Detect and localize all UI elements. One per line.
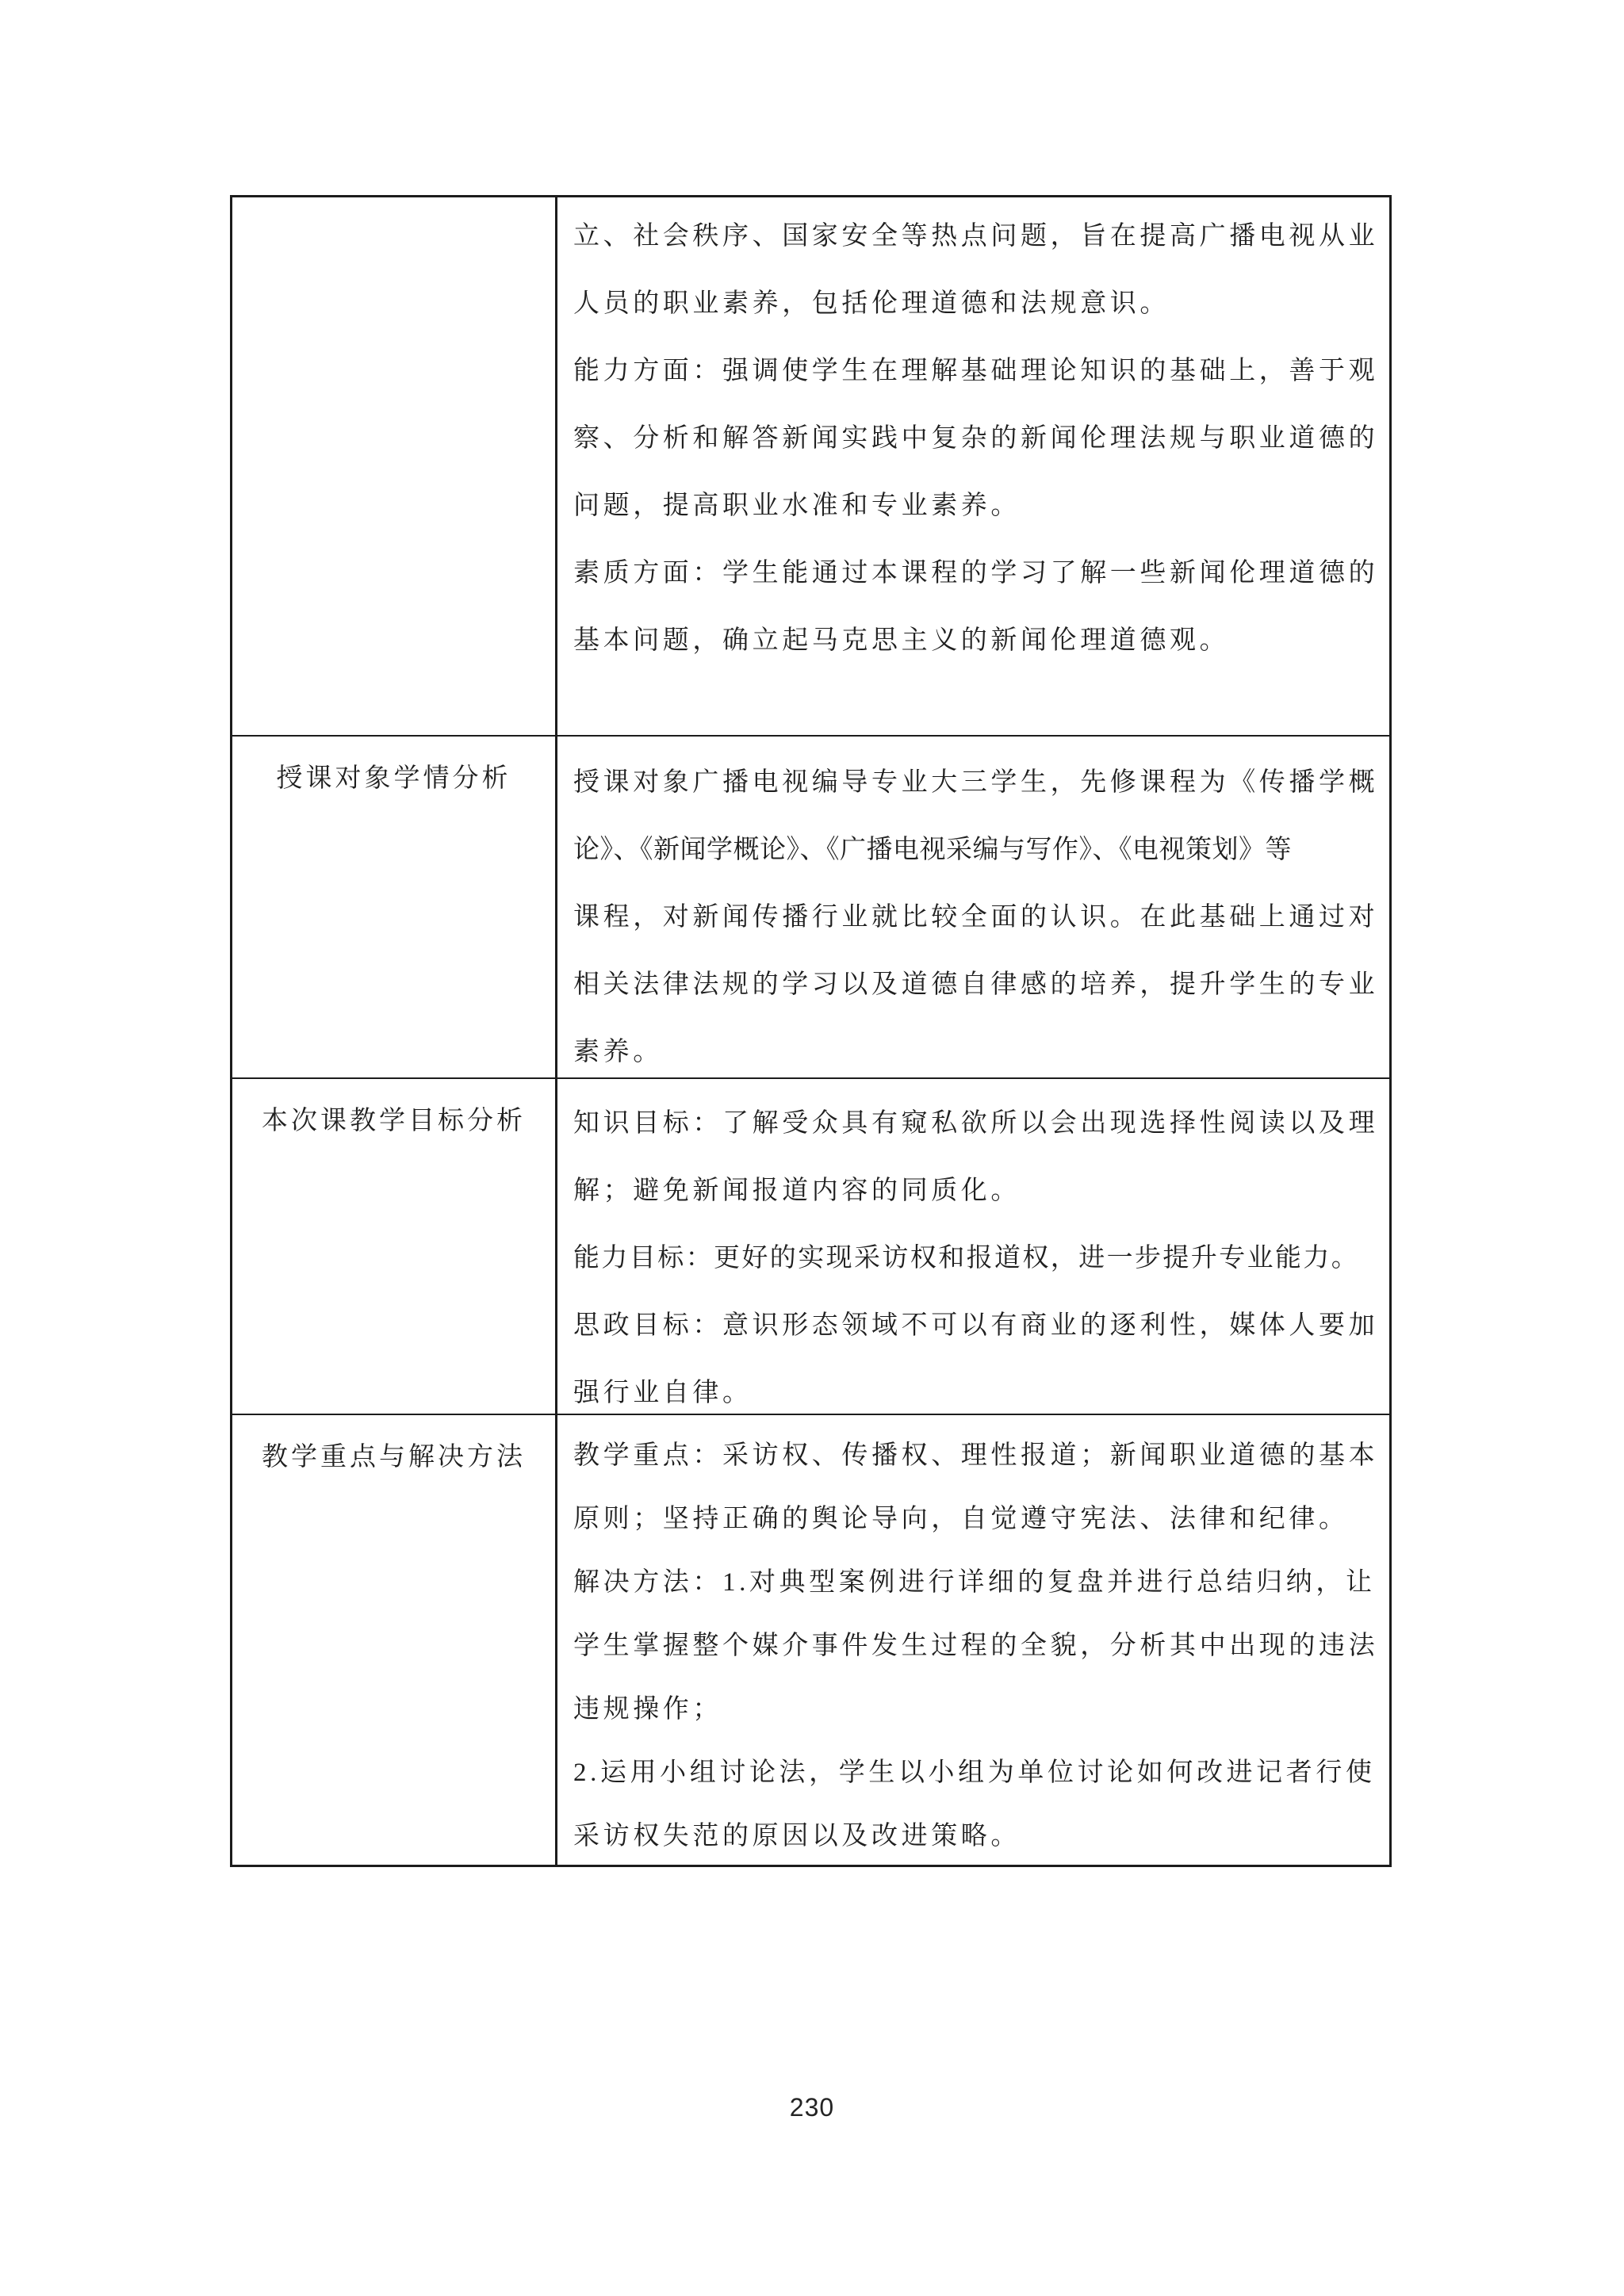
row-content-cell [557,1079,1389,1414]
text-line: 解决方法：1.对典型案例进行详细的复盘并进行总结归纳，让 [573,1567,1376,1597]
row-label-cell [232,1415,557,1865]
row-label: 授课对象学情分析 [276,764,511,793]
text-line: 课程，对新闻传播行业就比较全面的认识。在此基础上通过对 [573,903,1379,932]
row-content-cell [557,1415,1389,1865]
text-line: 察、分析和解答新闻实践中复杂的新闻伦理法规与职业道德的 [573,424,1379,453]
text-line: 人员的职业素养，包括伦理道德和法规意识。 [573,289,1170,318]
table-row-key-points-methods [232,1414,1389,1865]
row-content-cell [557,197,1389,735]
row-label: 教学重点与解决方法 [262,1443,526,1471]
text-line: 学生掌握整个媒介事件发生过程的全貌，分析其中出现的违法 [573,1631,1379,1660]
text-line: 采访权失范的原因以及改进策略。 [573,1821,1021,1850]
page-number: 230 [789,2093,835,2122]
text-line: 论》、《新闻学概论》、《广播电视采编与写作》、《电视策划》等 [573,836,1292,864]
table-row-learner-analysis [232,735,1389,1077]
text-line: 思政目标：意识形态领域不可以有商业的逐利性，媒体人要加 [573,1311,1379,1340]
text-line: 问题，提高职业水准和专业素养。 [573,492,1021,520]
row-label-cell [232,1079,557,1414]
row-label-cell [232,737,557,1077]
text-line: 基本问题，确立起马克思主义的新闻伦理道德观。 [573,626,1230,655]
text-line: 2.运用小组讨论法，学生以小组为单位讨论如何改进记者行使 [573,1758,1376,1787]
text-line: 素质方面：学生能通过本课程的学习了解一些新闻伦理道德的 [573,559,1379,587]
row-content-cell [557,737,1389,1077]
text-line: 能力方面：强调使学生在理解基础理论知识的基础上，善于观 [573,357,1379,385]
row-label: 本次课教学目标分析 [262,1107,526,1135]
text-line: 立、社会秩序、国家安全等热点问题，旨在提高广播电视从业 [573,222,1379,251]
text-line: 相关法律法规的学习以及道德自律感的培养，提升学生的专业 [573,970,1379,999]
text-line: 强行业自律。 [573,1379,753,1407]
table-row-continuation [232,197,1389,735]
text-line: 教学重点：采访权、传播权、理性报道；新闻职业道德的基本 [573,1441,1379,1470]
text-line: 素养。 [573,1038,663,1066]
row-label-cell [232,197,557,735]
text-line: 授课对象广播电视编导专业大三学生，先修课程为《传播学概 [573,768,1379,797]
text-line: 解；避免新闻报道内容的同质化。 [573,1177,1021,1205]
table-row-teaching-objectives [232,1077,1389,1414]
text-line: 能力目标：更好的实现采访权和报道权，进一步提升专业能力。 [573,1244,1360,1272]
text-line: 原则；坚持正确的舆论导向，自觉遵守宪法、法律和纪律。 [573,1504,1349,1533]
text-line: 知识目标：了解受众具有窥私欲所以会出现选择性阅读以及理 [573,1109,1379,1138]
text-line: 违规操作； [573,1694,722,1724]
lesson-plan-table [230,195,1392,1867]
